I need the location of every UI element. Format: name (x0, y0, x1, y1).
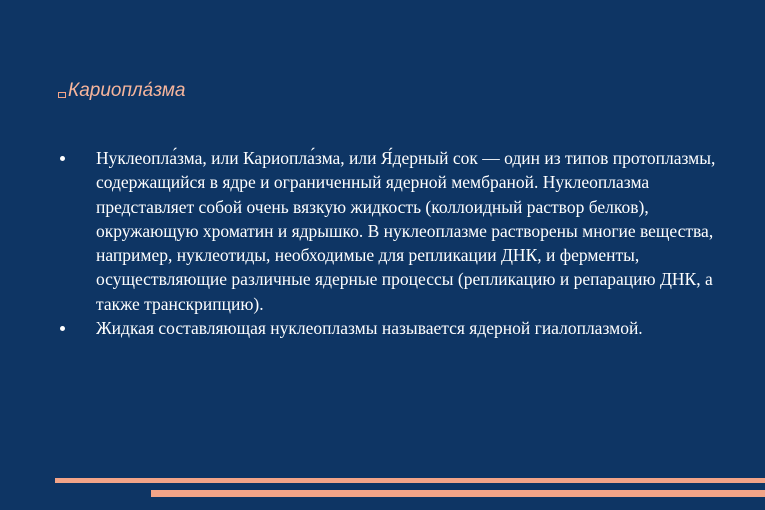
bullet-icon (60, 156, 65, 161)
title-row (58, 80, 185, 102)
bullet-icon (60, 326, 65, 331)
square-bullet-icon (58, 92, 66, 98)
list-item (60, 316, 720, 340)
paragraph-text: Жидкая составляющая нуклеоплазмы называется ядерной гиалоплазмой. (96, 318, 643, 339)
accent-bar-top (55, 478, 765, 483)
paragraph-text: Нуклеопла́зма, или Кариопла́зма, или Я́дерный сок — один из типов протоплазмы, содержащийся в ядре и ограниченный ядерной мембраной. Нуклеоплазма представляет собой очень вязкую жидкость (коллоидный раствор белков), окружающую хроматин и ядрышко. В нуклеоплазме растворены многие вещества, например, нуклеотиды, необходимые для репликации ДНК, и ферменты, осуществляющие различные ядерные процессы (репликацию и репарацию ДНК, а также транскрипцию). (96, 148, 716, 314)
slide-title: Кариопла́зма (68, 80, 186, 101)
accent-bar-bottom (151, 490, 765, 497)
list-item (60, 146, 720, 316)
content-list (60, 146, 720, 340)
